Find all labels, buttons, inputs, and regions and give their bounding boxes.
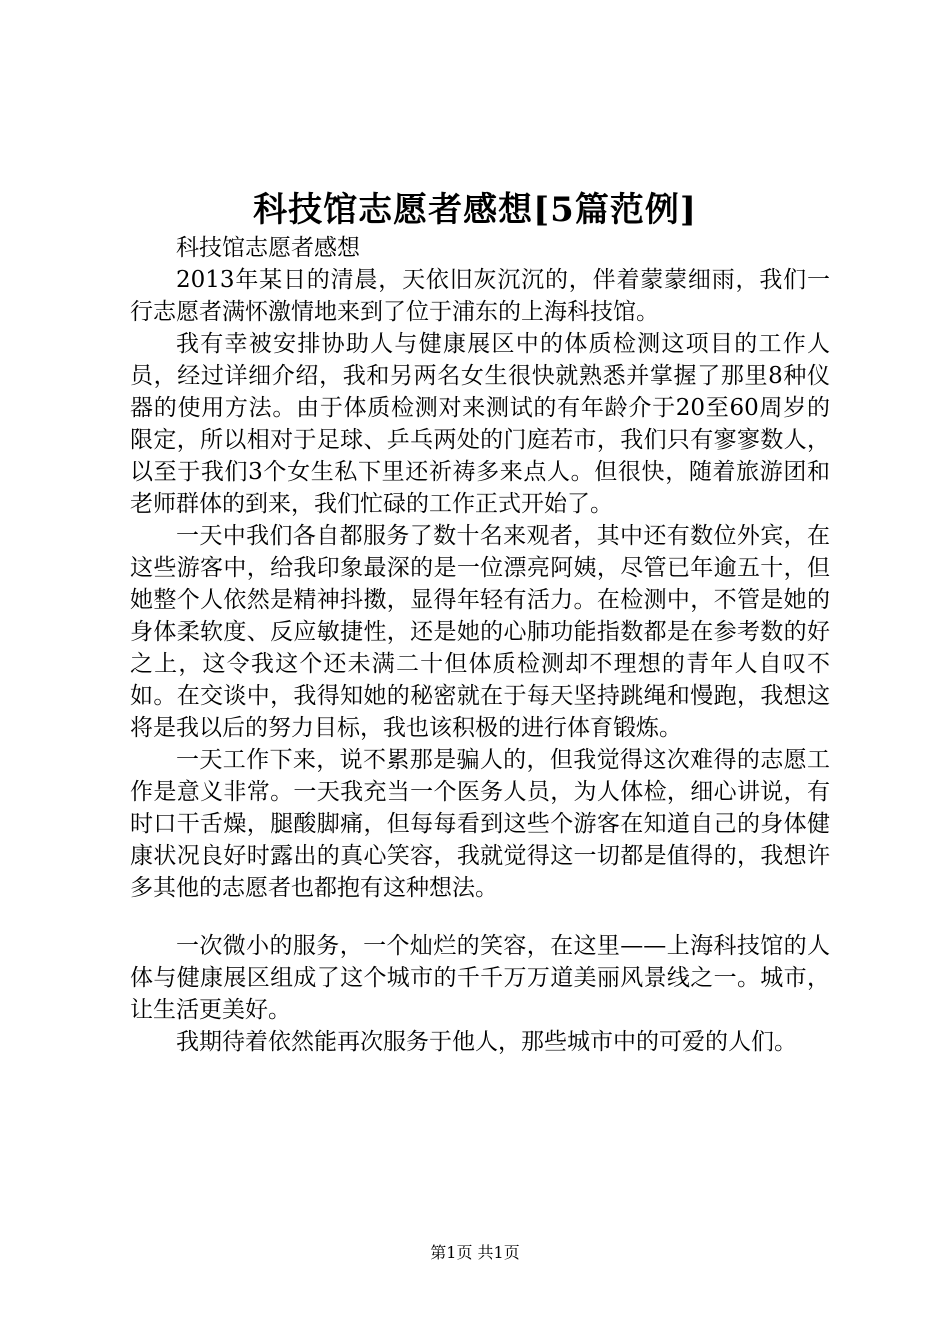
paragraph-visitors: 一天中我们各自都服务了数十名来观者，其中还有数位外宾，在这些游客中，给我印象最深的是一位漂亮阿姨，尽管已年逾五十，但她整个人依然是精神抖擞，显得年轻有活力。在检测中，不管是她的身体柔软度、反应敏捷性，还是她的心肺功能指数都是在参考数的好之上，这令我这个还未满二十但体质检测却不理想的青年人自叹不如。在交谈中，我得知她的秘密就在于每天坚持跳绳和慢跑，我想这将是我以后的努力目标，我也该积极的进行体育锻炼。 xyxy=(130,523,830,741)
page-footer: 第1页 共1页 xyxy=(430,1243,520,1262)
document-title: 科技馆志愿者感想[5篇范例] xyxy=(253,190,697,230)
paragraph-closing: 我期待着依然能再次服务于他人，那些城市中的可爱的人们。 xyxy=(176,1029,797,1055)
paragraph-reflection: 一天工作下来，说不累那是骗人的，但我觉得这次难得的志愿工作是意义非常。一天我充当一个医务人员，为人体检，细心讲说，有时口干舌燥，腿酸脚痛，但每每看到这些个游客在知道自己的身体健康状况良好时露出的真心笑容，我就觉得这一切都是值得的，我想许多其他的志愿者也都抱有这种想法。 xyxy=(130,747,830,901)
paragraph-intro: 2013年某日的清晨，天依旧灰沉沉的，伴着蒙蒙细雨，我们一行志愿者满怀激情地来到了位于浦东的上海科技馆。 xyxy=(130,267,830,325)
paragraph-city: 一次微小的服务，一个灿烂的笑容，在这里——上海科技馆的人体与健康展区组成了这个城市的千千万万道美丽风景线之一。城市，让生活更美好。 xyxy=(130,933,830,1023)
document-body xyxy=(130,232,830,1058)
paragraph-subtitle: 科技馆志愿者感想 xyxy=(176,235,360,261)
paragraph-assignment: 我有幸被安排协助人与健康展区中的体质检测这项目的工作人员，经过详细介绍，我和另两名女生很快就熟悉并掌握了那里8种仪器的使用方法。由于体质检测对来测试的有年龄介于20至60周岁的限定，所以相对于足球、乒乓两处的门庭若市，我们只有寥寥数人，以至于我们3个女生私下里还祈祷多来点人。但很快，随着旅游团和老师群体的到来，我们忙碌的工作正式开始了。 xyxy=(130,331,830,517)
